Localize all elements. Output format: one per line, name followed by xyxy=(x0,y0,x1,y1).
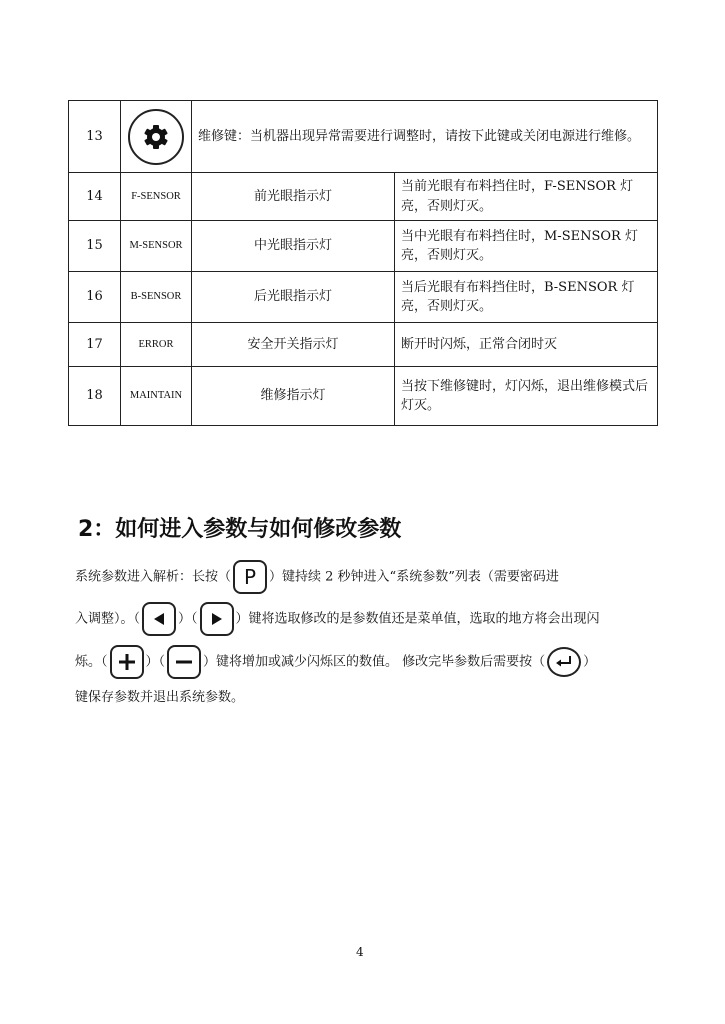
minus-key-icon xyxy=(167,645,201,679)
row-name: 安全开关指示灯 xyxy=(192,323,395,367)
gear-icon xyxy=(128,109,184,165)
table-row xyxy=(69,367,658,426)
p-key-icon: P xyxy=(233,560,267,594)
plus-key-icon xyxy=(110,645,144,679)
row-code: M-SENSOR xyxy=(121,221,192,272)
page-number: 4 xyxy=(356,945,364,959)
row-number: 18 xyxy=(69,367,121,426)
row-description: 维修键：当机器出现异常需要进行调整时，请按下此键或关闭电源进行维修。 xyxy=(192,101,658,173)
row-code: B-SENSOR xyxy=(121,272,192,323)
paragraph-line-3: 烁。（ ）（ ）键将增加或减少闪烁区的数值。 修改完毕参数后需要按（ ） xyxy=(75,645,655,679)
table-row xyxy=(69,272,658,323)
row-description: 断开时闪烁，正常合闭时灭 xyxy=(395,323,658,367)
row-name: 中光眼指示灯 xyxy=(192,221,395,272)
paragraph-line-2: 入调整）。（ ）（ ）键将选取修改的是参数值还是菜单值，选取的地方将会出现闪 xyxy=(75,602,655,636)
row-description: 当按下维修键时，灯闪烁，退出维修模式后灯灭。 xyxy=(395,367,658,426)
table-row xyxy=(69,101,658,173)
row-name: 前光眼指示灯 xyxy=(192,173,395,221)
row-code: ERROR xyxy=(121,323,192,367)
paragraph-line-4: 键保存参数并退出系统参数。 xyxy=(75,690,245,705)
table-row xyxy=(69,323,658,367)
table-row xyxy=(69,221,658,272)
row-code: MAINTAIN xyxy=(121,367,192,426)
function-table xyxy=(68,100,658,426)
right-arrow-key-icon xyxy=(200,602,234,636)
enter-key-icon xyxy=(547,647,581,677)
left-arrow-key-icon xyxy=(142,602,176,636)
row-number: 15 xyxy=(69,221,121,272)
row-number: 17 xyxy=(69,323,121,367)
row-number: 13 xyxy=(69,101,121,173)
row-description: 当后光眼有布料挡住时，B-SENSOR 灯亮，否则灯灭。 xyxy=(395,272,658,323)
table-row xyxy=(69,173,658,221)
row-name: 后光眼指示灯 xyxy=(192,272,395,323)
row-number: 14 xyxy=(69,173,121,221)
row-description: 当前光眼有布料挡住时，F-SENSOR 灯亮，否则灯灭。 xyxy=(395,173,658,221)
row-code: F-SENSOR xyxy=(121,173,192,221)
section-heading: 2：如何进入参数与如何修改参数 xyxy=(78,517,402,542)
row-description: 当中光眼有布料挡住时，M-SENSOR 灯亮，否则灯灭。 xyxy=(395,221,658,272)
icon-cell xyxy=(121,101,192,173)
row-name: 维修指示灯 xyxy=(192,367,395,426)
row-number: 16 xyxy=(69,272,121,323)
paragraph-line-1: 系统参数进入解析：长按（ P ）键持续 2 秒钟进入“系统参数”列表（需要密码进 xyxy=(75,560,655,594)
